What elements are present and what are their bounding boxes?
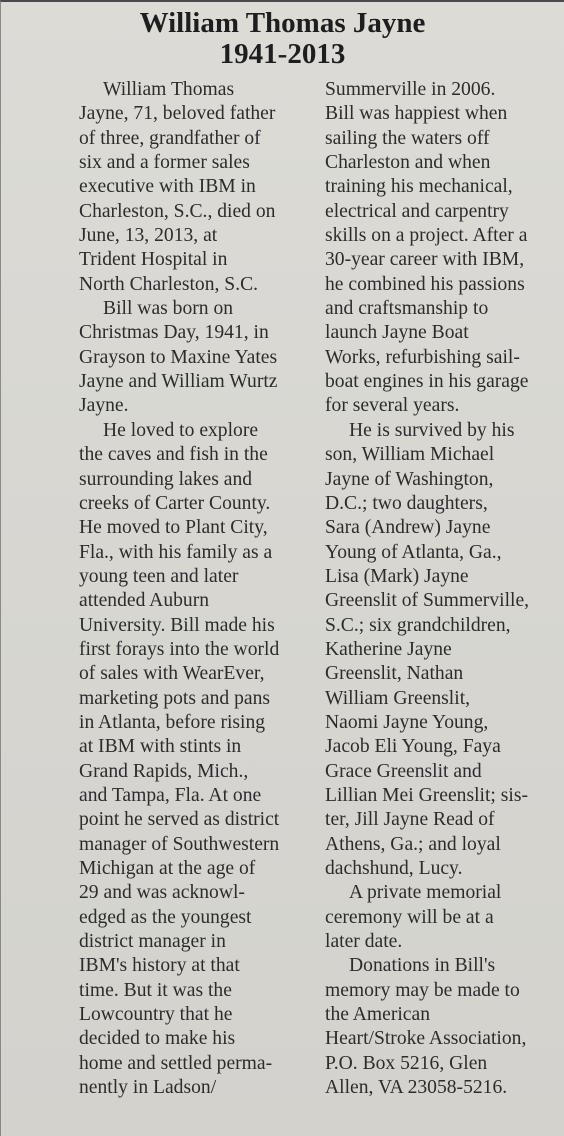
paragraph-survivors: He is survived by his son, William Michael Jayne of Washington, D.C.; two daughters, Sara (Andrew) Jayne Young of Atlanta, Ga., Lisa (Mark) Jayne Greenslit of Summerville, S.C.; six grandchildren, Katherine Jayne Greenslit, Nathan William Greenslit, Naomi Jayne Young, Jacob Eli Young, Faya Grace Greenslit and Lillian Mei Greenslit; sis- ter, Jill Jayne Read of Athens, Ga.; and loyal dachshund, Lucy.: [325, 419, 530, 879]
paragraph-donations: Donations in Bill's memory may be made to the American Heart/Stroke Association, P.O. Box 5216, Glen Allen, VA 23058-5216.: [325, 955, 527, 1099]
paragraph-life-career-continued: Summerville in 2006. Bill was happiest when sailing the waters off Charleston and when training his mechanical, electrical and carpentry skills on a project. After a 30-year career with IBM, he combined his passions and craftsmanship to launch Jayne Boat Works, refurbishing sail- boat engines in his garage for several years.: [325, 79, 529, 417]
obituary-headline: [1, 8, 564, 70]
right-text-column: [325, 78, 561, 1100]
paragraph-birth: Bill was born on Christmas Day, 1941, in Grayson to Maxine Yates Jayne and William Wurtz Jayne.: [79, 298, 278, 417]
paragraph-life-career: He loved to explore the caves and fish in the surrounding lakes and creeks of Carter County. He moved to Plant City, Fla., with his family as a young teen and later attended Auburn University. Bill made his first forays into the world of sales with WearEver, marketing pots and pans in Atlanta, before rising at IBM with stints in Grand Rapids, Mich., and Tampa, Fla. At one point he served as district manager of Southwestern Michigan at the age of 29 and was acknowl- edged as the youngest district manager in IBM's history at that time. But it was the Lowcountry that he decided to make his home and settled perma- nently in Ladson/: [79, 419, 280, 1099]
left-text-column: [79, 78, 315, 1100]
deceased-name: William Thomas Jayne: [139, 7, 426, 39]
life-years: 1941-2013: [219, 38, 346, 70]
paragraph-death-notice: William Thomas Jayne, 71, beloved father of three, grandfather of six and a former sales executive with IBM in Charleston, S.C., died on June, 13, 2013, at Trident Hospital in North Charleston, S.C.: [79, 79, 276, 295]
paragraph-memorial: A private memorial ceremony will be at a later date.: [325, 882, 502, 953]
